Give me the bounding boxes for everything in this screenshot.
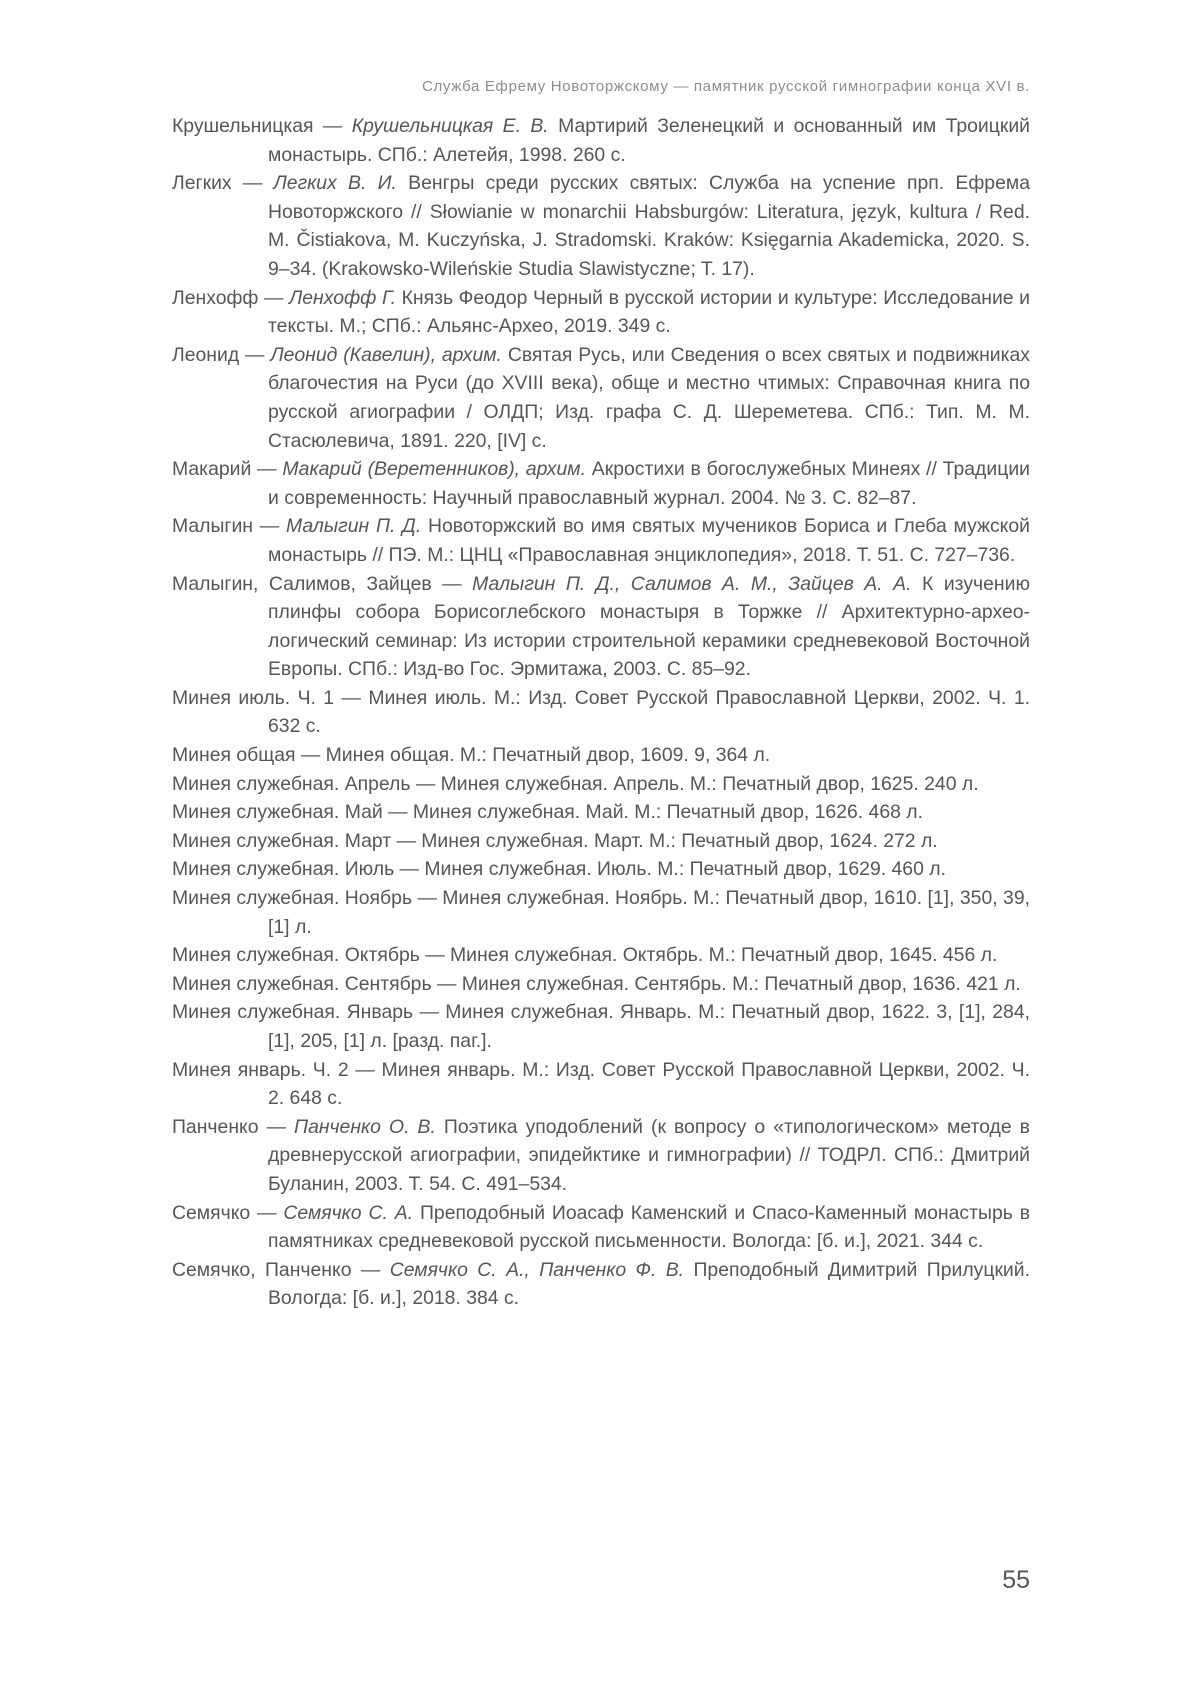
- entry-text: Минея служебная. Май — Минея служебная. Май. М.: Печатный двор, 1626. 468 л.: [172, 801, 923, 824]
- entry-text: Минея служебная. Апрель — Минея служебная. Апрель. М.: Печатный двор, 1625. 240 л.: [172, 772, 979, 795]
- running-head: Служба Ефрему Новоторжскому — памятник русской гимнографии конца XVI в.: [421, 78, 1030, 95]
- entry-text: Минея июль. Ч. 1 — Минея июль. М.: Изд. Совет Русской Православной Церкви, 2002. Ч. 1. 632 с.: [172, 686, 1030, 738]
- bibliography-entry: [172, 341, 1030, 455]
- entry-text: Минея служебная. Июль — Минея служебная. Июль. М.: Печатный двор, 1629. 460 л.: [172, 858, 946, 881]
- entry-author-italic: Панченко О. В.: [294, 1115, 436, 1138]
- entry-text: Минея служебная. Январь — Минея служебная. Январь. М.: Печатный двор, 1622. 3, [1], 284, [1], 205, [1] л. [разд. паг.].: [172, 1001, 1030, 1052]
- entry-text: Минея служебная. Ноябрь — Минея служебная. Ноябрь. М.: Печатный двор, 1610. [1], 350, 39, [1] л.: [172, 887, 1030, 938]
- bibliography-entry: [172, 284, 1030, 341]
- entry-text: Преподобный Иоасаф Каменский и Спасо-Каменный монастырь в памятниках средневековой русской письменности. Вологда: [б. и.], 2021. 344 с.: [268, 1201, 1031, 1253]
- bibliography-entry: [172, 1113, 1030, 1199]
- bibliography-list: [172, 112, 1030, 1313]
- entry-text: Венгры среди русских святых: Служба на успение прп. Ефрема Новоторжского // Słowianie w monarchii Habsburgów: Literatura, język, kultura / Red. M. Čistiakova, M. Kuczyńska, J. Stradomski. Kraków: Księgarnia Akademicka, 2020. S. 9–34. (Krakowsko-Wileńskie Studia Slawistyczne; T. 17).: [268, 172, 1030, 280]
- entry-text: Мартирий Зеленецкий и основанный им Троицкий монастырь. СПб.: Алетейя, 1998. 260 с.: [268, 115, 1030, 166]
- entry-author-italic: Легких В. И.: [273, 172, 397, 195]
- bibliography-entry: [172, 741, 1030, 770]
- entry-text: Семячко, Панченко —: [172, 1258, 390, 1281]
- entry-text: Минея служебная. Октябрь — Минея служебная. Октябрь. М.: Печатный двор, 1645. 456 л.: [172, 944, 998, 967]
- entry-text: Новоторжский во имя святых мучеников Бориса и Глеба мужской монастырь // ПЭ. М.: ЦНЦ «Православная энциклопедия», 2018. Т. 51. С. 727–736.: [268, 515, 1030, 566]
- entry-text: Акростихи в богослужебных Минеях // Традиции и современность: Научный православный журнал. 2004. № 3. С. 82–87.: [268, 458, 1030, 509]
- bibliography-entry: [172, 570, 1030, 684]
- entry-author-italic: Макарий (Веретенников), архим.: [282, 458, 586, 481]
- bibliography-entry: [172, 855, 1030, 884]
- bibliography-entry: [172, 798, 1030, 827]
- entry-text: Минея служебная. Сентябрь — Минея служебная. Сентябрь. М.: Печатный двор, 1636. 421 л.: [172, 972, 1021, 995]
- bibliography-entry: [172, 998, 1030, 1055]
- entry-text: Святая Русь, или Сведения о всех святых и подвижниках благочестия на Руси (до XVIII века), обще и местно чтимых: Справочная книга по русской агиографии / ОЛДП; Изд. графа С. Д. Шереметева. СПб.: Тип. М. М. Стасюлевича, 1891. 220, [IV] с.: [268, 343, 1030, 452]
- entry-text: Семячко —: [172, 1201, 284, 1224]
- entry-text: Ленхофф —: [172, 286, 289, 309]
- entry-text: Князь Феодор Черный в русской истории и культуре: Исследование и тексты. М.; СПб.: Альянс-Архео, 2019. 349 с.: [268, 286, 1030, 338]
- entry-text: Легких —: [172, 172, 274, 195]
- bibliography-entry: [172, 512, 1030, 569]
- bibliography-entry: [172, 941, 1030, 970]
- bibliography-entry: [172, 1199, 1030, 1256]
- entry-text: Леонид —: [172, 343, 271, 366]
- bibliography-entry: [172, 970, 1030, 999]
- bibliography-entry: [172, 1256, 1030, 1313]
- entry-author-italic: Леонид (Кавелин), архим.: [270, 343, 502, 366]
- entry-text: Минея служебная. Март — Минея служебная. Март. М.: Печатный двор, 1624. 272 л.: [172, 829, 938, 852]
- bibliography-entry: [172, 884, 1030, 941]
- bibliography-entry: [172, 1056, 1030, 1113]
- bibliography-entry: [172, 455, 1030, 512]
- bibliography-entry: [172, 684, 1030, 741]
- entry-author-italic: Семячко С. А., Панченко Ф. В.: [389, 1258, 685, 1281]
- entry-author-italic: Крушельницкая Е. В.: [351, 115, 549, 137]
- entry-author-italic: Малыгин П. Д.: [286, 515, 422, 538]
- entry-author-italic: Семячко С. А.: [283, 1201, 414, 1224]
- entry-text: Минея общая — Минея общая. М.: Печатный двор, 1609. 9, 364 л.: [172, 744, 771, 767]
- entry-text: Малыгин —: [172, 515, 286, 538]
- entry-text: Поэтика уподоблений (к вопросу о «типологическом» методе в древнерусской агиографии, эпидейктике и гимнографии) // ТОДРЛ. СПб.: Дмитрий Буланин, 2003. Т. 54. С. 491–534.: [268, 1115, 1030, 1195]
- bibliography-entry: [172, 827, 1030, 856]
- bibliography-entry: [172, 169, 1030, 283]
- entry-text: Преподобный Димитрий Прилуцкий. Вологда: [б. и.], 2018. 384 с.: [268, 1258, 1030, 1310]
- entry-text: Панченко —: [172, 1115, 295, 1138]
- entry-text: Крушельницкая —: [172, 115, 352, 137]
- page-number: 55: [1002, 1566, 1030, 1594]
- entry-author-italic: Ленхофф Г.: [288, 286, 396, 309]
- bibliography-entry: [172, 112, 1030, 169]
- entry-text: Макарий —: [172, 458, 283, 481]
- entry-text: Минея январь. Ч. 2 — Минея январь. М.: Изд. Совет Русской Православной Церкви, 2002. Ч. 2. 648 с.: [172, 1058, 1030, 1110]
- entry-author-italic: Малыгин П. Д., Салимов А. М., Зайцев А. А.: [472, 572, 912, 595]
- entry-text: Малыгин, Салимов, Зайцев —: [172, 572, 473, 595]
- entry-text: К изучению плинфы собора Борисоглебского монастыря в Торжке // Архитектурно-археологический семинар: Из истории строительной керамики средневековой Восточной Европы. СПб.: Изд-во Гос. Эрмитажа, 2003. С. 85–92.: [268, 572, 1030, 681]
- bibliography-entry: [172, 770, 1030, 799]
